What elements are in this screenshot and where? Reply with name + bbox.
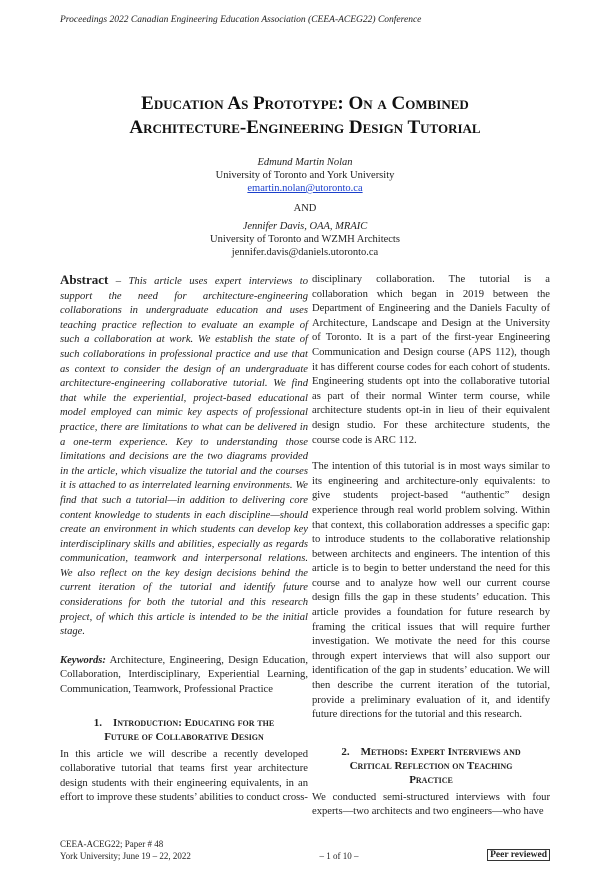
section-number: 1.: [93, 716, 103, 729]
peer-reviewed-badge: [487, 844, 550, 862]
title-line-2: Architecture-Engineering Design Tutorial: [129, 117, 481, 138]
paper-title: [65, 92, 545, 140]
section-1-heading: [60, 716, 308, 744]
two-column-body: [60, 273, 550, 820]
section-title-line: Future of Collaborative Design: [104, 730, 264, 743]
footer-venue: York University; June 19 – 22, 2022: [60, 851, 191, 861]
abstract-text: This article uses expert interviews to support the need for architecture-engineering collaborations in undergraduate education and uses teaching practice reflection to evaluate an example of such a collaboration at work. We establish the state of such collaborations in professional practice and use that as context to consider the design of an undergraduate architecture-engineering collaborative tutorial. We find that while the experiential, project-based educational model employed can mimic key aspects of professional practice, there are limitations to what can be delivered in a one-term experience. Key to understanding those limitations and decisions are the two diagrams provided in the article, which visualize the tutorial and the courses it is attached to as interrelated learning environments. We find that such a tutorial—in addition to delivering core content knowledge to students in each discipline—should create an environment in which students can develop key interdisciplinary skills and abilities, especially as regards communication, teamwork and interpersonal relations. We also reflect on the key design decisions behind the current iteration of the tutorial and identify future considerations for both the tutorial and this research project, of which this article is intended to be the initial stage.: [60, 276, 308, 638]
left-column: [60, 273, 308, 820]
abstract: [60, 273, 308, 640]
keywords: [60, 654, 308, 698]
keywords-text: Architecture, Engineering, Design Education, Collaboration, Interdisciplinary, Experiential Learning, Communication, Teamwork, Professional Practice: [60, 654, 308, 696]
section-2-heading: [312, 745, 550, 787]
author-affiliation: University of Toronto and WZMH Architects: [210, 234, 400, 245]
keywords-label: Keywords:: [60, 654, 106, 666]
abstract-label: Abstract: [60, 272, 109, 287]
section-title-line: Methods: Expert Interviews and: [360, 745, 521, 758]
author-name: Edmund Martin Nolan: [257, 157, 353, 168]
author-2: [105, 220, 505, 259]
footer-left: [60, 838, 191, 862]
body-paragraph-2: The intention of this tutorial is in most ways similar to its engineering and architecture-only equivalents: to give students project-based “authentic” design experience through real world problem solving. Within that context, this collaboration addresses a specific gap: to introduce students to the collaborative relationship between architects and engineers. The intention of this article is to begin to better understand the need for this course and to analyze how well our current course design fills the gap in these students’ education. This article provides a foundation for future research by framing the critical issues that will require further investigation. We motivate the need for this course through expert interviews that will also support our identification of the gap in students’ education. We will then describe the current iteration of the tutorial, provide a preliminary evaluation of it, and identify future directions for the tutorial and this research.: [312, 461, 550, 721]
section-title-line: Introduction: Educating for the: [113, 716, 275, 729]
section-1-text: In this article we will describe a recently developed collaborative tutorial that teams first year architecture design students with their engineering equivalents, in an effort to improve these students’ abilities to conduct cross-: [60, 748, 308, 804]
author-1: [105, 156, 505, 195]
and-separator: AND: [293, 203, 317, 214]
footer: [60, 838, 550, 862]
author-email: jennifer.davis@daniels.utoronto.ca: [231, 247, 379, 258]
author-name: Jennifer Davis, OAA, MRAIC: [242, 221, 368, 232]
body-paragraph-1: disciplinary collaboration. The tutorial is a collaboration which began in 2019 between the Department of Engineering and the Daniels Faculty of Architecture, Landscape and Design at the University of Toronto. It is a part of the first-year Engineering Communication and Design course (APS 112), though it has different course codes for each cohort of students. Engineering students opt into the collaborative tutorial as part of their normal Winter term course, while architecture students opt-in in lieu of their equivalent design studio. For these architecture students, the course code is ARC 112.: [312, 274, 550, 446]
section-title-line: Critical Reflection on Teaching: [349, 759, 513, 772]
section-2-text: We conducted semi-structured interviews with four experts—two architects and two engineers—who have: [312, 791, 550, 818]
footer-paper: CEEA-ACEG22; Paper # 48: [60, 839, 164, 849]
section-number: 2.: [341, 745, 350, 758]
abstract-dash: –: [108, 276, 129, 287]
author-email[interactable]: emartin.nolan@utoronto.ca: [247, 183, 363, 194]
page-number: – 1 of 10 –: [319, 851, 359, 861]
peer-reviewed-label: Peer reviewed: [487, 849, 550, 861]
section-title-line: Practice: [409, 773, 453, 786]
running-header: Proceedings 2022 Canadian Engineering Education Association (CEEA-ACEG22) Conference: [60, 15, 422, 25]
right-column: [312, 273, 550, 820]
author-affiliation: University of Toronto and York University: [215, 170, 395, 181]
title-line-1: Education As Prototype: On a Combined: [141, 93, 469, 114]
